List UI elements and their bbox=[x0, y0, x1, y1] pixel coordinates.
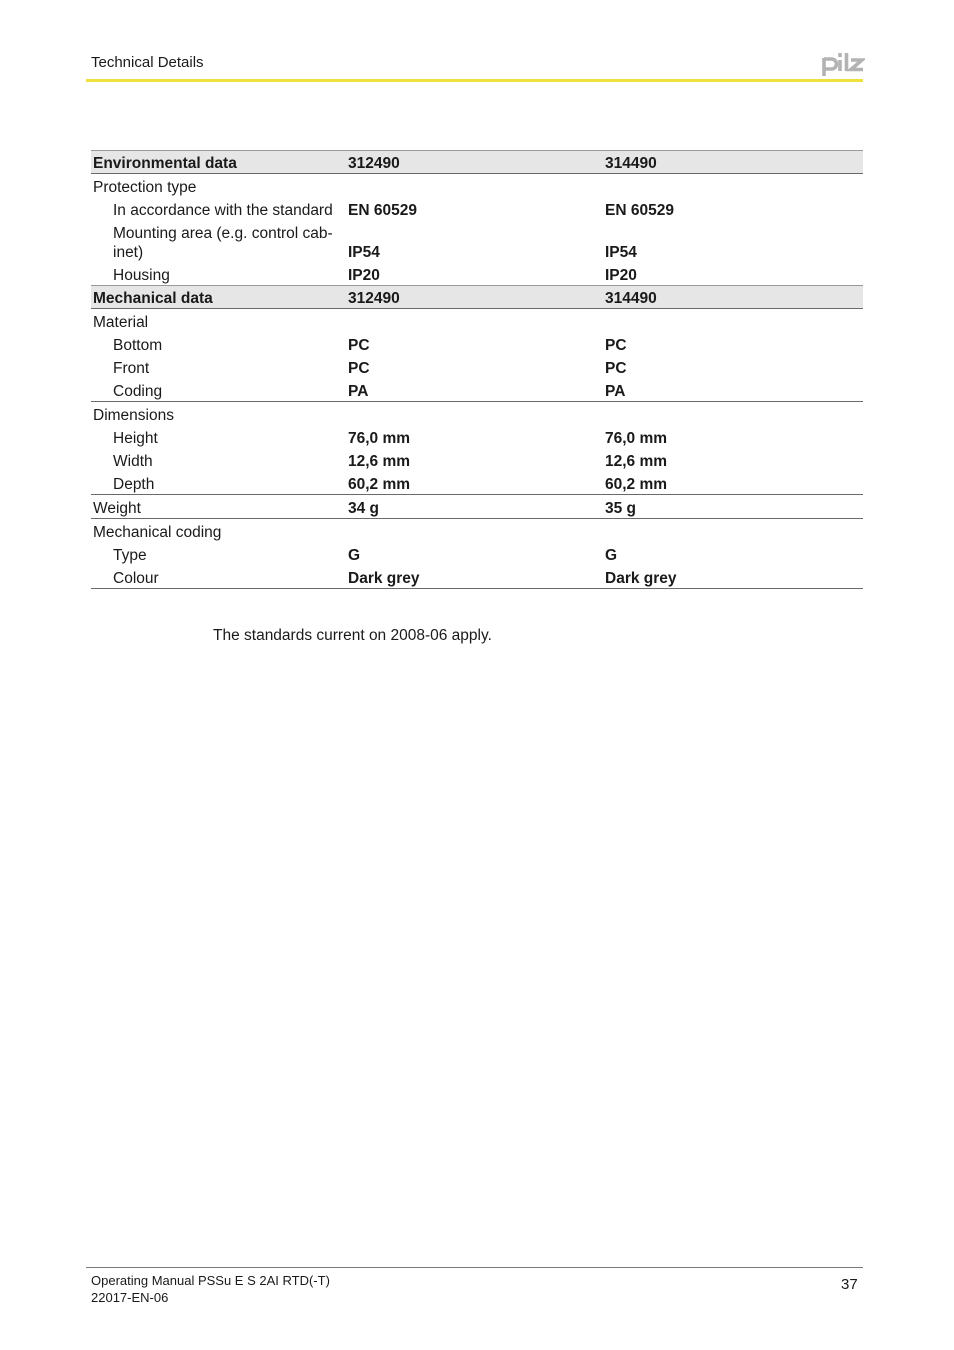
group-label: Material bbox=[93, 314, 149, 331]
row-value: 35 g bbox=[605, 495, 863, 519]
section-title: Environmental data bbox=[91, 151, 348, 174]
row-value: PA bbox=[348, 383, 369, 400]
row-value: PC bbox=[605, 360, 627, 377]
column-header: 312490 bbox=[348, 286, 605, 309]
column-header: 314490 bbox=[605, 151, 863, 174]
row-label: Front bbox=[113, 360, 150, 377]
row-label: Coding bbox=[113, 383, 163, 400]
table-row bbox=[91, 197, 863, 220]
column-header: 312490 bbox=[348, 151, 605, 174]
header-rule bbox=[86, 79, 863, 82]
group-label: Dimensions bbox=[91, 402, 348, 426]
row-label: Height bbox=[113, 430, 158, 447]
footer-doc-number: 22017-EN-06 bbox=[91, 1290, 169, 1305]
page-number: 37 bbox=[841, 1276, 858, 1293]
group-label: Protection type bbox=[93, 179, 197, 196]
row-value: IP20 bbox=[605, 267, 637, 284]
row-value: 12,6 mm bbox=[348, 453, 411, 470]
table-row bbox=[91, 495, 863, 519]
row-value: 12,6 mm bbox=[605, 453, 668, 470]
environmental-header-row bbox=[91, 151, 863, 174]
group-label: Mechanical coding bbox=[93, 524, 222, 541]
table-row bbox=[91, 471, 863, 495]
row-value: PC bbox=[348, 337, 370, 354]
row-value: IP20 bbox=[348, 267, 380, 284]
table-row bbox=[91, 262, 863, 286]
row-label: In accordance with the standard bbox=[113, 202, 333, 219]
row-value: PA bbox=[605, 383, 626, 400]
section-title: Mechanical data bbox=[91, 286, 348, 309]
row-label: Mounting area (e.g. control cab-inet) bbox=[113, 225, 333, 261]
table-row bbox=[91, 542, 863, 565]
technical-data-table bbox=[91, 150, 863, 589]
standards-note: The standards current on 2008-06 apply. bbox=[213, 627, 492, 644]
row-label: Weight bbox=[91, 495, 348, 519]
pilz-logo bbox=[821, 50, 865, 78]
group-row bbox=[91, 309, 863, 333]
group-row bbox=[91, 174, 863, 198]
row-label: Housing bbox=[113, 267, 170, 284]
row-value: G bbox=[605, 547, 618, 564]
row-label: Width bbox=[113, 453, 153, 470]
row-label: Bottom bbox=[113, 337, 163, 354]
table-row bbox=[91, 332, 863, 355]
group-row bbox=[91, 402, 863, 426]
row-value: G bbox=[348, 547, 361, 564]
row-value: IP54 bbox=[348, 244, 380, 261]
table-row bbox=[91, 565, 863, 589]
footer-manual-title: Operating Manual PSSu E S 2AI RTD(-T) bbox=[91, 1273, 330, 1288]
footer-rule bbox=[86, 1267, 863, 1268]
page-header-title: Technical Details bbox=[91, 54, 204, 71]
row-label: Type bbox=[113, 547, 147, 564]
row-value: EN 60529 bbox=[348, 202, 417, 219]
row-value: EN 60529 bbox=[605, 202, 674, 219]
table-row bbox=[91, 220, 863, 262]
row-value: PC bbox=[605, 337, 627, 354]
group-row bbox=[91, 519, 863, 543]
row-label: Colour bbox=[91, 565, 348, 589]
table-row bbox=[91, 378, 863, 402]
row-value: 60,2 mm bbox=[605, 476, 668, 493]
row-value: Dark grey bbox=[348, 565, 605, 589]
mechanical-header-row bbox=[91, 286, 863, 309]
row-value: IP54 bbox=[605, 244, 637, 261]
row-label: Depth bbox=[113, 476, 155, 493]
table-row bbox=[91, 448, 863, 471]
table-row bbox=[91, 355, 863, 378]
row-value: 34 g bbox=[348, 495, 605, 519]
column-header: 314490 bbox=[605, 286, 863, 309]
row-value: 76,0 mm bbox=[348, 430, 411, 447]
row-value: 76,0 mm bbox=[605, 430, 668, 447]
row-value: 60,2 mm bbox=[348, 476, 411, 493]
table-row bbox=[91, 425, 863, 448]
row-value: Dark grey bbox=[605, 565, 863, 589]
row-value: PC bbox=[348, 360, 370, 377]
